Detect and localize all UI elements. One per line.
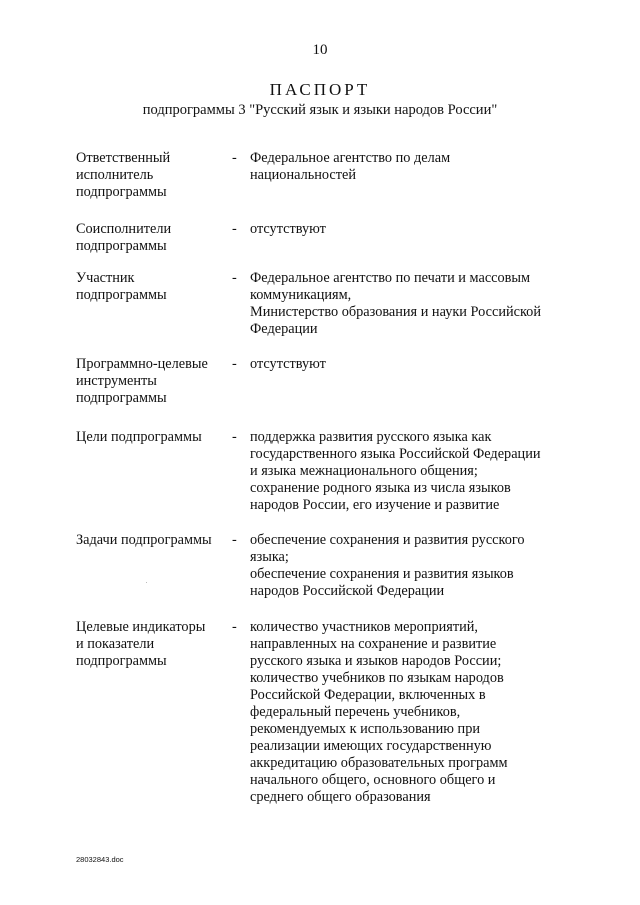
row-dash: - (232, 429, 237, 445)
row-dash: - (232, 356, 237, 372)
passport-row-program-tools (76, 356, 576, 429)
passport-row-target-indicators (76, 619, 576, 806)
row-label: Целевые индикаторы и показатели подпрограммы (76, 619, 206, 669)
passport-table (76, 150, 576, 806)
passport-row-tasks (76, 532, 576, 619)
row-label: Участник подпрограммы (76, 270, 167, 303)
row-label: Задачи подпрограммы (76, 532, 212, 548)
row-label: Программно-целевые инструменты подпрограммы (76, 356, 208, 406)
row-value: Федеральное агентство по делам национальностей (250, 150, 451, 183)
row-dash: - (232, 270, 237, 286)
row-label: Ответственный исполнитель подпрограммы (76, 150, 171, 200)
row-value: отсутствуют (250, 221, 326, 237)
row-dash: - (232, 221, 237, 237)
document-subtitle: подпрограммы 3 "Русский язык и языки народов России" (142, 102, 498, 118)
row-dash: - (232, 150, 237, 166)
row-value: поддержка развития русского языка как государственного языка Российской Федерации и языка межнационального общения; сохранение родного языка из числа языков народов России, его изучение и развитие (250, 429, 541, 513)
passport-row-co-executors (76, 221, 576, 270)
row-label: Соисполнители подпрограммы (76, 221, 172, 254)
document-title: ПАСПОРТ (269, 80, 371, 99)
page-number: 10 (312, 42, 328, 58)
row-label: Цели подпрограммы (76, 429, 202, 445)
passport-row-goals (76, 429, 576, 532)
row-value: обеспечение сохранения и развития русского языка; обеспечение сохранения и развития языков народов Российской Федерации (250, 532, 525, 599)
file-name-footer: 28032843.doc (76, 855, 124, 864)
row-value: Федеральное агентство по печати и массовым коммуникациям, Министерство образования и науки Российской Федерации (250, 270, 541, 337)
row-value: отсутствуют (250, 356, 326, 372)
row-dash: - (232, 532, 237, 548)
passport-row-participant (76, 270, 576, 356)
passport-row-responsible-executor (76, 150, 576, 221)
row-value: количество участников мероприятий, направленных на сохранение и развитие русского языка и языков народов России; количество учебников по языкам народов Российской Федерации, включенных в федеральный перечень учебников, рекомендуемых к использованию при реализации имеющих государственную аккредитацию образовательных программ начального общего, основного общего и среднего общего образования (250, 619, 508, 805)
scan-speck (146, 582, 147, 583)
row-dash: - (232, 619, 237, 635)
